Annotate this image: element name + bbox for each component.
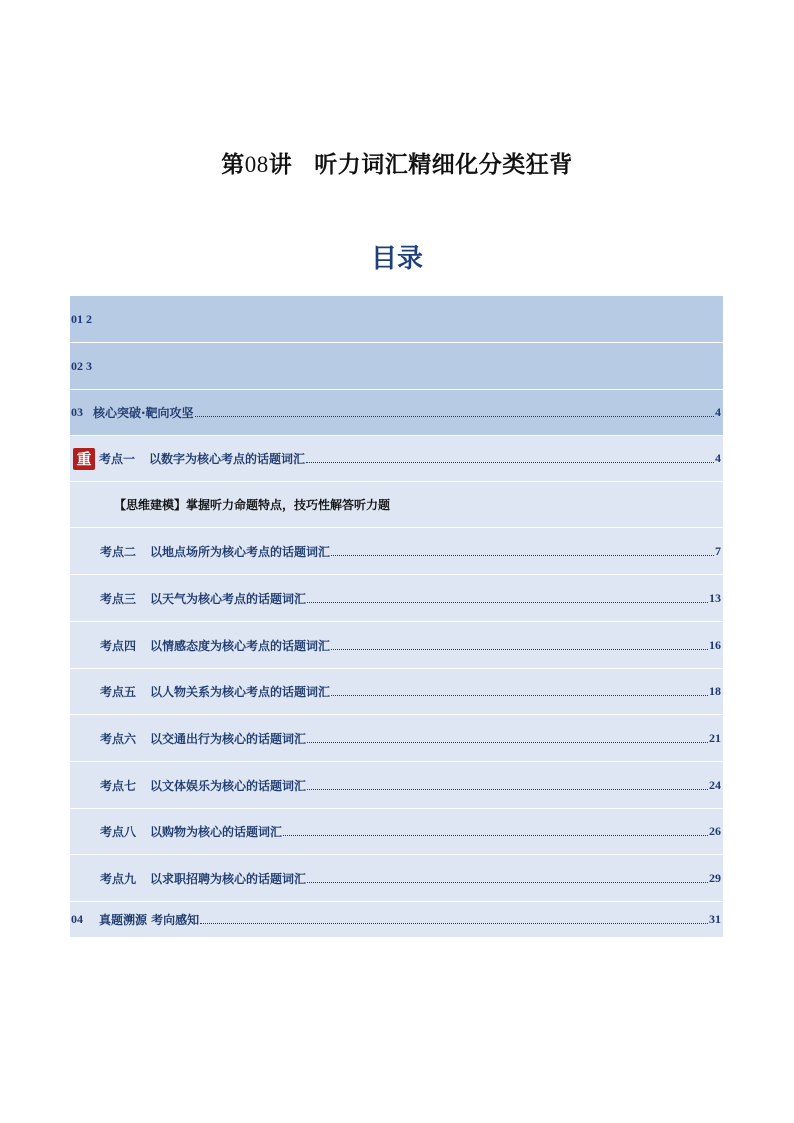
toc-section-number: 04 <box>71 912 83 926</box>
toc-item-label: 以地点场所为核心考点的话题词汇 <box>150 544 331 559</box>
toc-section-number: 02 3 <box>71 358 92 373</box>
toc-item-label: 以人物关系为核心考点的话题词汇 <box>150 685 331 699</box>
toc-item-7[interactable] <box>70 762 723 809</box>
title-prefix: 第 <box>221 152 245 178</box>
toc-page-number: 4 <box>715 451 721 465</box>
toc-item-code: 考点三 <box>100 591 137 606</box>
toc-section-number: 01 2 <box>71 311 92 326</box>
toc-section-label: 真题溯源 考向感知 <box>99 913 200 927</box>
toc-leader-dots <box>195 404 714 417</box>
toc-page-number: 4 <box>715 405 721 419</box>
toc-section-01[interactable] <box>70 296 723 343</box>
toc-section-02[interactable] <box>70 343 723 390</box>
toc-item-code: 考点八 <box>100 825 137 839</box>
toc-item-9[interactable] <box>70 855 723 902</box>
toc-leader-dots <box>307 730 708 743</box>
toc-page-number: 24 <box>709 777 721 792</box>
toc-page-number: 21 <box>709 730 721 745</box>
toc-leader-dots <box>283 823 708 836</box>
toc-item-code: 考点六 <box>100 731 137 746</box>
toc-heading: 目录 <box>370 244 423 274</box>
toc-item-label: 以交通出行为核心的话题词汇 <box>150 731 307 746</box>
toc-item-label: 以文体娱乐为核心的话题词汇 <box>150 778 307 793</box>
toc-leader-dots <box>307 777 708 790</box>
toc-section-label: 核心突破·靶向攻坚 <box>93 406 194 420</box>
toc-page-number: 26 <box>709 824 721 838</box>
toc-item-label: 以数字为核心考点的话题词汇 <box>149 452 306 466</box>
toc-item-code: 考点四 <box>100 638 137 653</box>
toc-note-text: 【思维建模】掌握听力命题特点，技巧性解答听力题 <box>114 498 391 512</box>
toc-item-label: 以求职招聘为核心的话题词汇 <box>150 871 307 886</box>
toc-leader-dots <box>331 683 708 696</box>
toc-item-label: 以天气为核心考点的话题词汇 <box>150 591 307 606</box>
toc-item-6[interactable] <box>70 715 723 762</box>
toc-leader-dots <box>306 450 714 463</box>
table-of-contents <box>70 296 723 938</box>
toc-section-03[interactable] <box>70 390 723 436</box>
title-suffix: 讲 <box>268 152 293 178</box>
toc-item-8[interactable] <box>70 809 723 855</box>
toc-leader-dots <box>307 590 708 603</box>
toc-item-code: 考点五 <box>100 685 137 699</box>
toc-item-code: 考点一 <box>99 452 136 466</box>
toc-item-1[interactable] <box>70 436 723 482</box>
toc-leader-dots <box>331 637 708 650</box>
toc-page-number: 31 <box>709 912 721 926</box>
toc-section-04[interactable] <box>70 902 723 938</box>
toc-item-label: 以购物为核心的话题词汇 <box>150 825 283 839</box>
toc-item-code: 考点二 <box>100 544 137 559</box>
toc-leader-dots <box>331 543 714 556</box>
toc-leader-dots <box>307 870 708 883</box>
toc-page-number: 18 <box>709 684 721 698</box>
title-text: 听力词汇精细化分类狂背 <box>314 152 573 178</box>
toc-item-4[interactable] <box>70 622 723 669</box>
toc-section-number: 03 <box>71 405 83 419</box>
toc-item-code: 考点九 <box>100 871 137 886</box>
toc-page-number: 16 <box>709 637 721 652</box>
toc-item-3[interactable] <box>70 575 723 622</box>
toc-item-5[interactable] <box>70 669 723 715</box>
toc-page-number: 7 <box>715 543 721 558</box>
toc-note[interactable] <box>70 482 723 528</box>
title-number: 08 <box>244 152 269 177</box>
toc-leader-dots <box>200 911 708 924</box>
toc-page-number: 13 <box>709 590 721 605</box>
toc-item-label: 以情感态度为核心考点的话题词汇 <box>150 638 331 653</box>
toc-item-2[interactable] <box>70 528 723 575</box>
toc-page-number: 29 <box>709 870 721 885</box>
key-point-badge: 重 <box>73 448 95 470</box>
page-title <box>0 146 794 179</box>
toc-item-code: 考点七 <box>100 778 137 793</box>
